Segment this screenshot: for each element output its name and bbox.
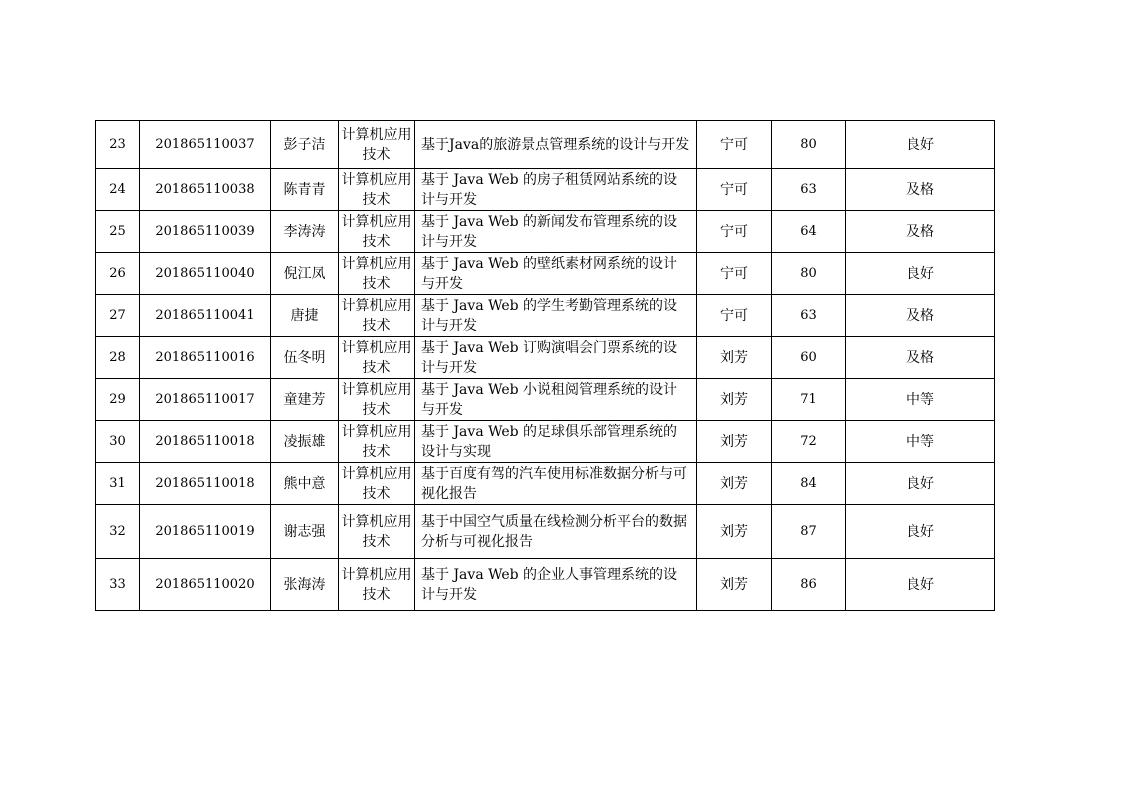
student-name: 凌振雄 [271,421,339,463]
score: 80 [772,253,846,295]
table-row [96,379,995,421]
student-id: 201865110041 [140,295,271,337]
thesis-title: 基于中国空气质量在线检测分析平台的数据分析与可视化报告 [415,505,697,559]
table-row [96,169,995,211]
student-name: 陈青青 [271,169,339,211]
table-row [96,211,995,253]
score: 71 [772,379,846,421]
student-id: 201865110039 [140,211,271,253]
grade: 中等 [846,379,995,421]
thesis-title: 基于百度有驾的汽车使用标准数据分析与可视化报告 [415,463,697,505]
major: 计算机应用技术 [339,169,415,211]
major: 计算机应用技术 [339,211,415,253]
student-name: 谢志强 [271,505,339,559]
student-name: 唐捷 [271,295,339,337]
row-number: 24 [96,169,140,211]
thesis-title: 基于 Java Web 的新闻发布管理系统的设计与开发 [415,211,697,253]
advisor: 刘芳 [697,379,772,421]
grade: 良好 [846,463,995,505]
grade: 中等 [846,421,995,463]
major: 计算机应用技术 [339,559,415,611]
advisor: 宁可 [697,211,772,253]
grade: 及格 [846,295,995,337]
table-row [96,253,995,295]
score: 64 [772,211,846,253]
row-number: 33 [96,559,140,611]
major: 计算机应用技术 [339,505,415,559]
student-id: 201865110040 [140,253,271,295]
student-name: 张海涛 [271,559,339,611]
advisor: 宁可 [697,295,772,337]
thesis-title: 基于 Java Web 的学生考勤管理系统的设计与开发 [415,295,697,337]
grade: 及格 [846,169,995,211]
thesis-title: 基于 Java Web 订购演唱会门票系统的设计与开发 [415,337,697,379]
major: 计算机应用技术 [339,253,415,295]
thesis-title: 基于 Java Web 小说租阅管理系统的设计与开发 [415,379,697,421]
student-name: 倪江凤 [271,253,339,295]
row-number: 29 [96,379,140,421]
thesis-title: 基于 Java Web 的企业人事管理系统的设计与开发 [415,559,697,611]
advisor: 刘芳 [697,337,772,379]
student-name: 伍冬明 [271,337,339,379]
student-id: 201865110037 [140,121,271,169]
score: 63 [772,295,846,337]
student-id: 201865110017 [140,379,271,421]
grade: 良好 [846,559,995,611]
row-number: 28 [96,337,140,379]
grade: 及格 [846,337,995,379]
major: 计算机应用技术 [339,337,415,379]
major: 计算机应用技术 [339,379,415,421]
thesis-title: 基于Java的旅游景点管理系统的设计与开发 [415,121,697,169]
grade: 及格 [846,211,995,253]
table-row [96,121,995,169]
advisor: 刘芳 [697,559,772,611]
major: 计算机应用技术 [339,121,415,169]
advisor: 宁可 [697,121,772,169]
grade: 良好 [846,253,995,295]
student-name: 童建芳 [271,379,339,421]
student-id: 201865110018 [140,421,271,463]
row-number: 25 [96,211,140,253]
grade-table [95,120,995,611]
score: 84 [772,463,846,505]
row-number: 32 [96,505,140,559]
advisor: 刘芳 [697,421,772,463]
grade: 良好 [846,505,995,559]
advisor: 宁可 [697,169,772,211]
student-name: 熊中意 [271,463,339,505]
score: 72 [772,421,846,463]
row-number: 23 [96,121,140,169]
grade: 良好 [846,121,995,169]
advisor: 宁可 [697,253,772,295]
student-id: 201865110016 [140,337,271,379]
major: 计算机应用技术 [339,421,415,463]
advisor: 刘芳 [697,505,772,559]
score: 87 [772,505,846,559]
thesis-title: 基于 Java Web 的足球俱乐部管理系统的设计与实现 [415,421,697,463]
thesis-title: 基于 Java Web 的房子租赁网站系统的设计与开发 [415,169,697,211]
table-row [96,463,995,505]
thesis-title: 基于 Java Web 的壁纸素材网系统的设计与开发 [415,253,697,295]
table-row [96,559,995,611]
student-id: 201865110020 [140,559,271,611]
score: 80 [772,121,846,169]
table-row [96,295,995,337]
advisor: 刘芳 [697,463,772,505]
row-number: 26 [96,253,140,295]
table-row [96,421,995,463]
student-id: 201865110018 [140,463,271,505]
row-number: 30 [96,421,140,463]
student-name: 李涛涛 [271,211,339,253]
student-name: 彭子洁 [271,121,339,169]
table-row [96,505,995,559]
row-number: 27 [96,295,140,337]
student-id: 201865110038 [140,169,271,211]
score: 60 [772,337,846,379]
major: 计算机应用技术 [339,295,415,337]
major: 计算机应用技术 [339,463,415,505]
table-row [96,337,995,379]
score: 86 [772,559,846,611]
score: 63 [772,169,846,211]
student-id: 201865110019 [140,505,271,559]
row-number: 31 [96,463,140,505]
